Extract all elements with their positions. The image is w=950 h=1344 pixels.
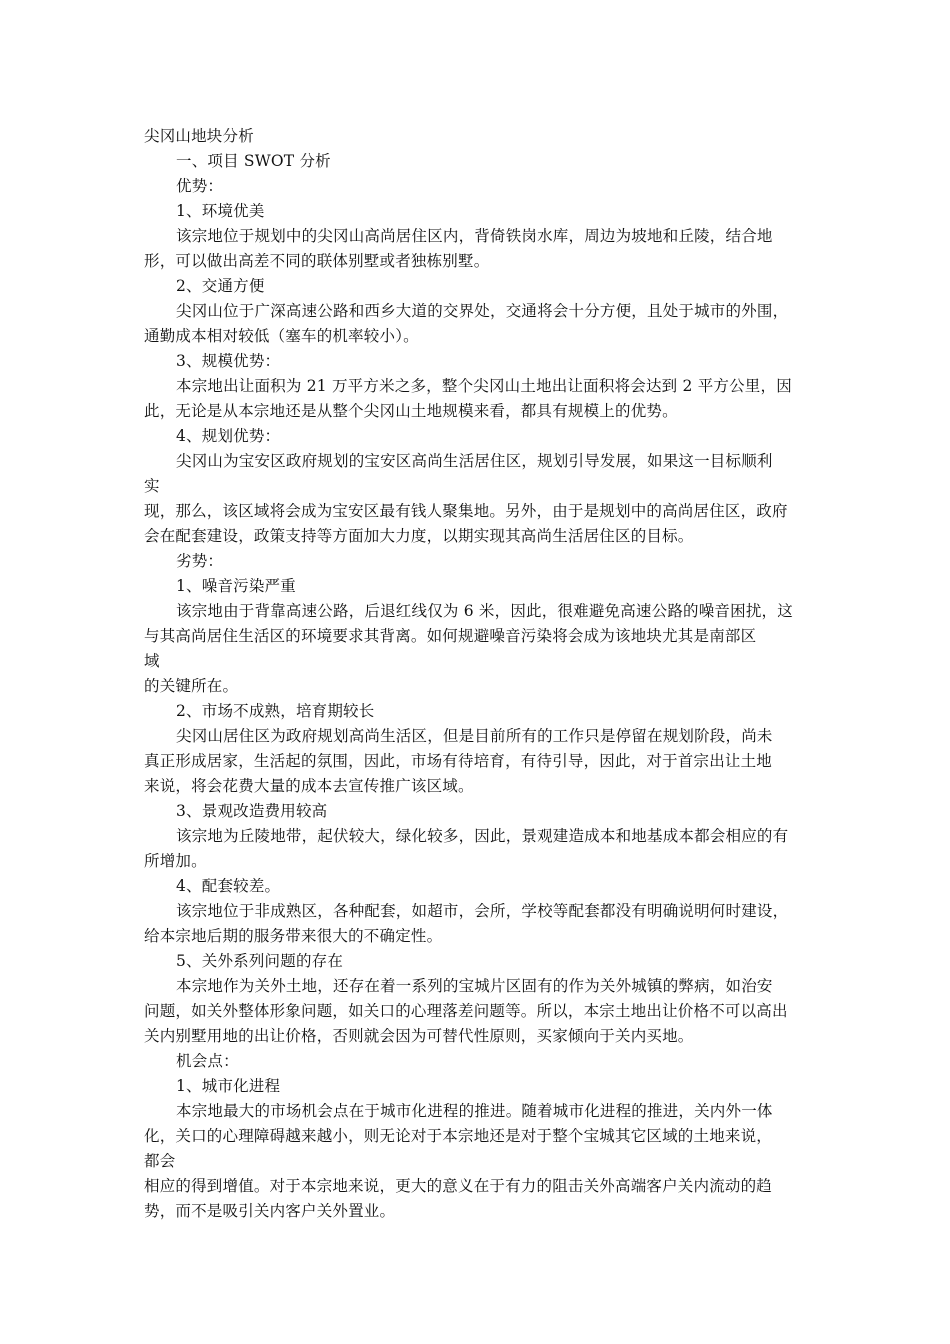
text-line: 形，可以做出高差不同的联体别墅或者独栋别墅。 <box>144 252 490 270</box>
text-line: 来说，将会花费大量的成本去宣传推广该区域。 <box>144 777 474 795</box>
text-line: 通勤成本相对较低（塞车的机率较小）。 <box>144 327 419 345</box>
text-line: 一、项目 SWOT 分析 <box>176 152 331 170</box>
text-line: 4、规划优势： <box>176 427 281 445</box>
text-line: 1、城市化进程 <box>176 1077 281 1095</box>
text-line: 尖冈山位于广深高速公路和西乡大道的交界处，交通将会十分方便，且处于城市的外围， <box>176 302 789 320</box>
text-line: 1、噪音污染严重 <box>176 577 296 595</box>
text-line: 问题，如关外整体形象问题，如关口的心理落差问题等。所以，本宗土地出让价格不可以高出 <box>144 1002 788 1020</box>
text-line: 势，而不是吸引关内客户关外置业。 <box>144 1202 396 1220</box>
text-line: 与其高尚居住生活区的环境要求其背离。如何规避噪音污染将会成为该地块尤其是南部区 <box>144 627 757 645</box>
text-line: 2、交通方便 <box>176 277 265 295</box>
text-line: 该宗地位于非成熟区，各种配套，如超市，会所，学校等配套都没有明确说明何时建设， <box>176 902 789 920</box>
text-line: 该宗地由于背靠高速公路，后退红线仅为 6 米，因此，很难避免高速公路的噪音困扰，这 <box>176 602 793 620</box>
text-line: 本宗地出让面积为 21 万平方米之多，整个尖冈山土地出让面积将会达到 2 平方公里，因 <box>176 377 792 395</box>
text-line: 真正形成居家，生活起的氛围，因此，市场有待培育，有待引导，因此，对于首宗出让土地 <box>144 752 773 770</box>
text-line: 相应的得到增值。对于本宗地来说，更大的意义在于有力的阻击关外高端客户关内流动的趋 <box>144 1177 773 1195</box>
text-line: 都会 <box>144 1152 176 1170</box>
text-line: 4、配套较差。 <box>176 877 281 895</box>
text-line: 给本宗地后期的服务带来很大的不确定性。 <box>144 927 443 945</box>
text-line: 尖冈山居住区为政府规划高尚生活区，但是目前所有的工作只是停留在规划阶段，尚未 <box>176 727 773 745</box>
text-line: 1、环境优美 <box>176 202 265 220</box>
text-line: 优势： <box>176 177 224 195</box>
text-line: 3、规模优势： <box>176 352 281 370</box>
text-line: 现，那么，该区域将会成为宝安区最有钱人聚集地。另外，由于是规划中的高尚居住区，政府 <box>144 502 788 520</box>
text-line: 会在配套建设，政策支持等方面加大力度，以期实现其高尚生活居住区的目标。 <box>144 527 694 545</box>
document-page <box>144 124 806 1224</box>
text-line: 实 <box>144 477 160 495</box>
text-line: 5、关外系列问题的存在 <box>176 952 344 970</box>
text-line: 机会点： <box>176 1052 239 1070</box>
text-line: 本宗地最大的市场机会点在于城市化进程的推进。随着城市化进程的推进，关内外一体 <box>176 1102 773 1120</box>
text-line: 该宗地位于规划中的尖冈山高尚居住区内，背倚铁岗水库，周边为坡地和丘陵，结合地 <box>176 227 773 245</box>
text-line: 该宗地为丘陵地带，起伏较大，绿化较多，因此，景观建造成本和地基成本都会相应的有 <box>176 827 789 845</box>
text-line: 本宗地作为关外土地，还存在着一系列的宝城片区固有的作为关外城镇的弊病，如治安 <box>176 977 773 995</box>
text-line: 3、景观改造费用较高 <box>176 802 328 820</box>
text-line: 劣势： <box>176 552 224 570</box>
text-line: 尖冈山为宝安区政府规划的宝安区高尚生活居住区，规划引导发展，如果这一目标顺利 <box>176 452 773 470</box>
text-line: 所增加。 <box>144 852 207 870</box>
document-title: 尖冈山地块分析 <box>144 127 254 145</box>
text-line: 2、市场不成熟，培育期较长 <box>176 702 375 720</box>
text-line: 此，无论是从本宗地还是从整个尖冈山土地规模来看，都具有规模上的优势。 <box>144 402 678 420</box>
text-line: 关内别墅用地的出让价格，否则就会因为可替代性原则，买家倾向于关内买地。 <box>144 1027 694 1045</box>
document-body <box>144 149 806 1224</box>
text-line: 化，关口的心理障碍越来越小，则无论对于本宗地还是对于整个宝城其它区域的土地来说， <box>144 1127 773 1145</box>
text-line: 域 <box>144 652 160 670</box>
text-line: 的关键所在。 <box>144 677 239 695</box>
